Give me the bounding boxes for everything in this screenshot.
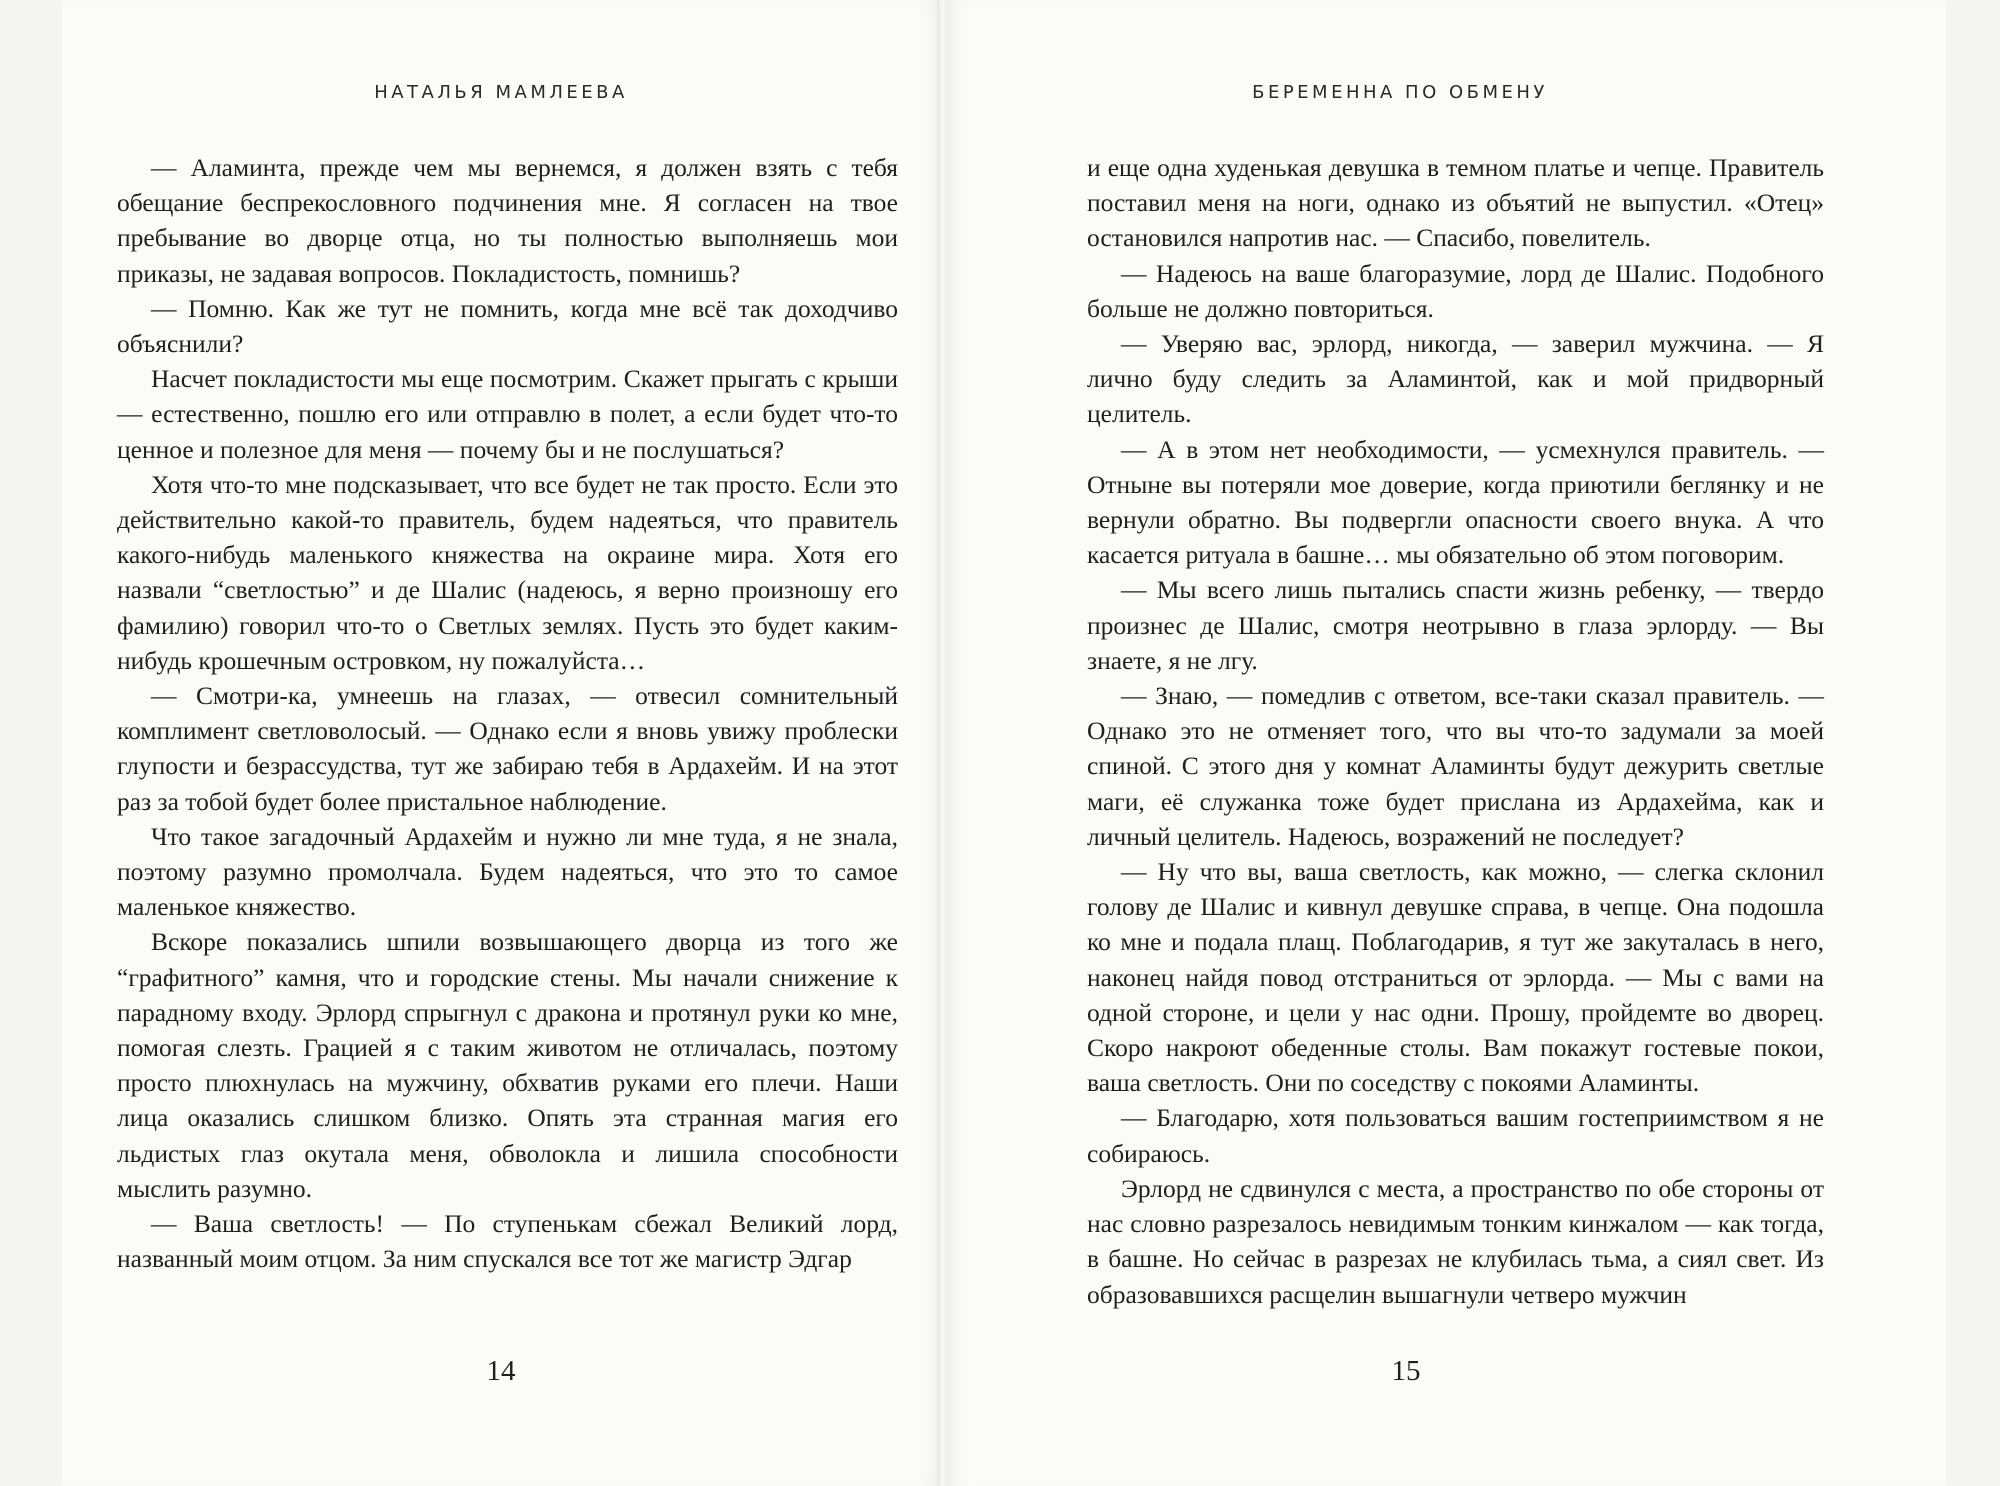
paragraph: — Уверяю вас, эрлорд, никогда, — заверил мужчина. — Я лично буду следить за Аламинтой, как и мой придворный целитель.: [1087, 329, 1824, 429]
paragraph: — Ваша светлость! — По ступенькам сбежал Великий лорд, названный моим отцом. За ним спускался все тот же магистр Эдгар: [117, 1209, 898, 1274]
paragraph: — Помню. Как же тут не помнить, когда мне всё так доходчиво объяснили?: [117, 293, 898, 359]
paragraph: Хотя что-то мне подсказывает, что все будет не так просто. Если это действительно какой-то правитель, будем надеяться, что правитель какого-нибудь маленького княжества на окраине мира. Хотя его назвали “светлостью” и де Шалис (надеюсь, я верно произношу его фамилию) говорил что-то о Светлых землях. Пусть это будет каким-нибудь крошечным островком, ну пожалуйста…: [117, 469, 898, 675]
right-page: [946, 0, 1946, 1486]
paragraph: — Надеюсь на ваше благоразумие, лорд де Шалис. Подобного больше не должно повториться.: [1087, 258, 1824, 323]
paragraph: — А в этом нет необходимости, — усмехнулся правитель. — Отныне вы потеряли мое доверие, когда приютили беглянку и не вернули обратно. Вы подвергли опасности своего внука. А что касается ритуала в башне… мы обязательно об этом поговорим.: [1087, 434, 1824, 570]
left-page-body: [117, 150, 898, 1277]
paragraph: — Аламинта, прежде чем мы вернемся, я должен взять с тебя обещание беспрекословного подчинения мне. Я согласен на твое пребывание во дворце отца, но ты полностью выполняешь мои приказы, не задавая вопросов. Покладистость, помнишь?: [117, 153, 898, 288]
paragraph: Вскоре показались шпили возвышающего дворца из того же “графитного” камня, что и городские стены. Мы начали снижение к парадному входу. Эрлорд спрыгнул с дракона и протянул руки ко мне, помогая слезть. Грацией я с таким животом не отличалась, поэтому просто плюхнулась на мужчину, обхватив руками его плечи. Наши лица оказались слишком близко. Опять эта странная магия его льдистых глаз окутала меня, обволокла и лишила способности мыслить разумно.: [117, 927, 898, 1203]
paragraph: — Благодарю, хотя пользоваться вашим гостеприимством я не собираюсь.: [1087, 1103, 1824, 1168]
paragraph: Насчет покладистости мы еще посмотрим. Скажет прыгать с крыши — естественно, пошлю его или отправлю в полет, а если будет что-то ценное и полезное для меня — почему бы и не послушаться?: [117, 364, 898, 464]
paragraph-continuation: и еще одна худенькая девушка в темном платье и чепце. Правитель поставил меня на ноги, однако из объятий не выпустил. «Отец» остановился напротив нас. — Спасибо, повелитель.: [1087, 153, 1824, 253]
paragraph: — Знаю, — помедлив с ответом, все-таки сказал правитель. — Однако это не отменяет того, что вы что-то задумали за моей спиной. С этого дня у комнат Аламинты будут дежурить светлые маги, её служанка тоже будет прислана из Ардахейма, как и личный целитель. Надеюсь, возражений не последует?: [1087, 681, 1824, 851]
paragraph: — Смотри-ка, умнеешь на глазах, — отвесил сомнительный комплимент светловолосый. — Однако если я вновь увижу проблески глупости и безрассудства, тут же забираю тебя в Ардахейм. И на этот раз за тобой будет более пристальное наблюдение.: [117, 681, 898, 816]
running-head-title: БЕРЕМЕННА ПО ОБМЕНУ: [1252, 82, 1548, 103]
paragraph: Эрлорд не сдвинулся с места, а пространство по обе стороны от нас словно разрезалось невидимым тонким кинжалом — как тогда, в башне. Но сейчас в разрезах не клубилась тьма, а сиял свет. Из образовавшихся расщелин вышагнули четверо мужчин: [1087, 1173, 1824, 1309]
page-number: 15: [1391, 1355, 1421, 1387]
running-head-author: НАТАЛЬЯ МАМЛЕЕВА: [374, 82, 628, 103]
paragraph: — Ну что вы, ваша светлость, как можно, — слегка склонил голову де Шалис и кивнул девушке справа, в чепце. Она подошла ко мне и подала плащ. Поблагодарив, я тут же закуталась в него, наконец найдя повод отстраниться от эрлорда. — Мы с вами на одной стороне, и цели у нас одни. Прошу, пройдемте во дворец. Скоро накроют обеденные столы. Вам покажут гостевые покои, ваша светлость. Они по соседству с покоями Аламинты.: [1087, 857, 1824, 1098]
left-page: [62, 0, 940, 1486]
paragraph: Что такое загадочный Ардахейм и нужно ли мне туда, я не знала, поэтому разумно промолчала. Будем надеяться, что это то самое маленькое княжество.: [117, 821, 898, 922]
right-page-body: [1087, 150, 1824, 1312]
page-number: 14: [486, 1355, 516, 1387]
paragraph: — Мы всего лишь пытались спасти жизнь ребенку, — твердо произнес де Шалис, смотря неотрывно в глаза эрлорду. — Вы знаете, я не лгу.: [1087, 575, 1824, 675]
